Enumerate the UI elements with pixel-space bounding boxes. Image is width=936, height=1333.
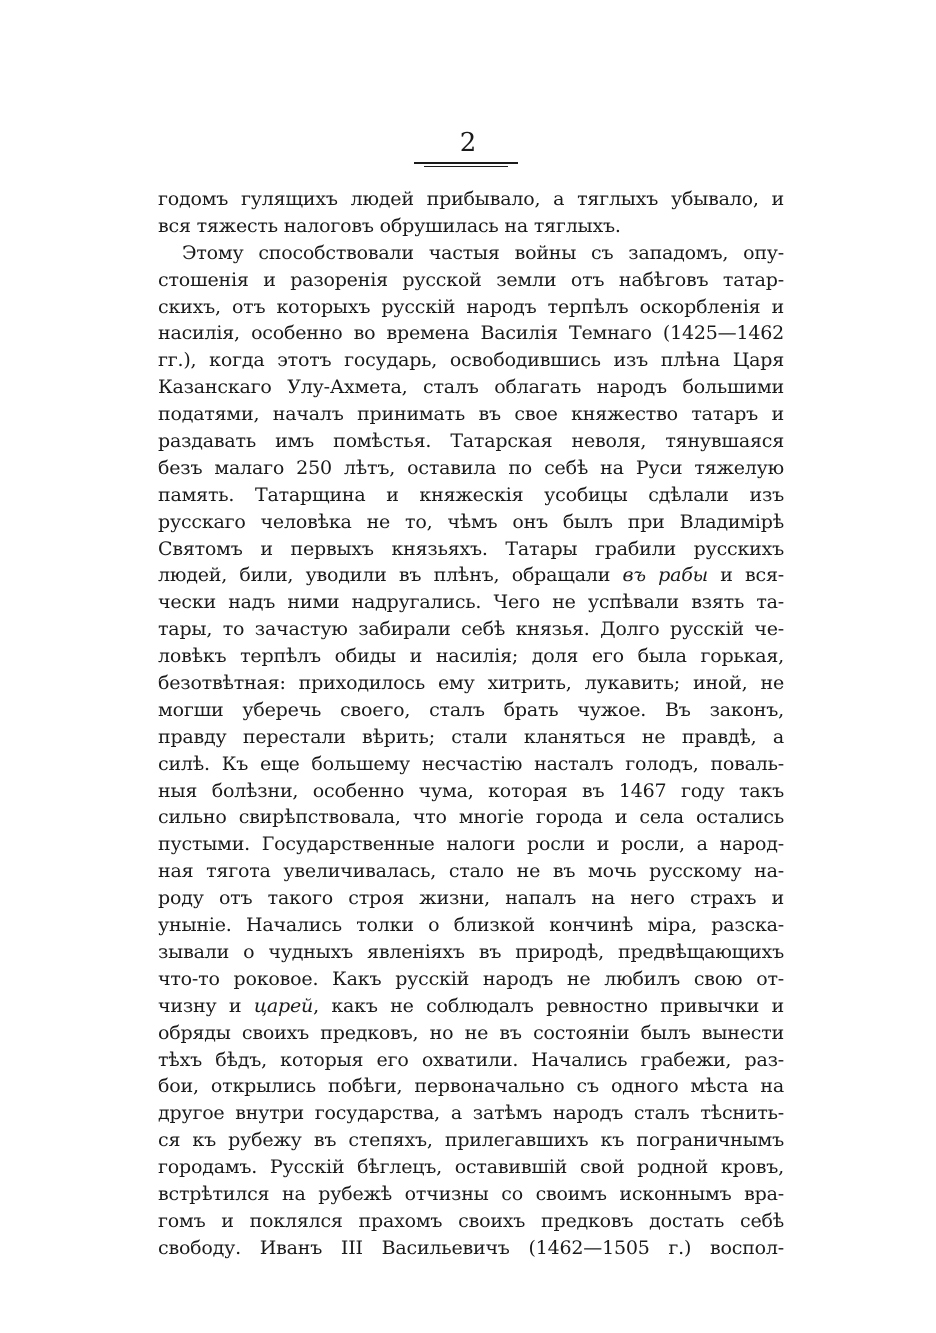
text-line	[158, 643, 784, 670]
text-run: бои, открылись побѣги, первоначально съ одного мѣста на	[158, 1075, 784, 1098]
text-line	[158, 697, 784, 724]
text-run: Казанскаго Улу-Ахмета, сталъ облагать народъ большими	[158, 376, 784, 399]
text-run: насилія, особенно во времена Василія Темнаго (1425—1462	[158, 322, 784, 345]
body-text	[158, 186, 784, 1262]
text-line	[158, 724, 784, 751]
text-run: встрѣтился на рубежѣ отчизны со своимъ исконнымъ вра-	[158, 1182, 784, 1205]
text-run: безотвѣтная: приходилось ему хитрить, лукавить; иной, не	[158, 672, 784, 695]
text-run: городамъ. Русскій бѣглецъ, оставившій свой родной кровъ,	[158, 1156, 784, 1179]
text-run: ловѣкъ терпѣлъ обиды и насилія; доля его была горькая,	[158, 645, 784, 668]
text-run: тары, то зачастую забирали себѣ князья. Долго русскій че-	[158, 618, 784, 641]
text-run: людей, били, уводили въ плѣнъ, обращали	[158, 564, 623, 587]
text-line	[158, 401, 784, 428]
text-run: вся тяжесть налоговъ обрушилась на тяглыхъ.	[158, 214, 621, 237]
text-run: скихъ, отъ которыхъ русскій народъ терпѣлъ оскорбленія и	[158, 295, 784, 318]
text-run: годомъ гулящихъ людей прибывало, а тяглыхъ убывало, и	[158, 188, 784, 210]
text-run: что-то роковое. Какъ русскій народъ не любилъ свою от-	[158, 967, 784, 990]
text-line	[158, 1100, 784, 1127]
text-line	[158, 1047, 784, 1074]
text-run: , какъ не соблюдалъ ревностно привычки и	[313, 994, 784, 1017]
text-line	[158, 186, 784, 213]
italic-text: въ рабы	[622, 564, 708, 587]
text-run: память. Татарщина и княжескія усобицы сдѣлали изъ	[158, 483, 784, 506]
text-line	[158, 616, 784, 643]
header-rule	[414, 162, 518, 164]
text-line	[158, 482, 784, 509]
text-line	[158, 751, 784, 778]
text-run: правду перестали вѣрить; стали кланяться не правдѣ, а	[158, 725, 784, 748]
text-line	[158, 966, 784, 993]
text-line	[158, 858, 784, 885]
text-line	[158, 267, 784, 294]
text-run: чески надъ ними надругались. Чего не успѣвали взять та-	[158, 591, 784, 614]
text-run: и вся-	[707, 564, 784, 587]
text-line	[158, 455, 784, 482]
text-run: гг.), когда этотъ государь, освободившись изъ плѣна Царя	[158, 349, 784, 372]
text-run: раздавать имъ помѣстья. Татарская неволя, тянувшаяся	[158, 430, 784, 453]
text-line	[158, 240, 784, 267]
text-run: ная тягота увеличивалась, стало не въ мочь русскому на-	[158, 860, 784, 883]
text-line	[158, 912, 784, 939]
text-line	[158, 1020, 784, 1047]
text-run: ныя болѣзни, особенно чума, которая въ 1467 году такъ	[158, 779, 784, 802]
text-line	[158, 509, 784, 536]
text-run: ся къ рубежу въ степяхъ, прилегавшихъ къ пограничнымъ	[158, 1129, 784, 1152]
text-run: гомъ и поклялся прахомъ своихъ предковъ достать себѣ	[158, 1209, 784, 1232]
text-line	[158, 804, 784, 831]
text-run: роду отъ такого строя жизни, напалъ на него страхъ и	[158, 887, 784, 910]
text-run: Святомъ и первыхъ князьяхъ. Татары грабили русскихъ	[158, 537, 784, 560]
text-line	[158, 294, 784, 321]
header-rule-thin	[424, 166, 508, 167]
text-line	[158, 320, 784, 347]
text-run: тѣхъ бѣдъ, которыя его охватили. Начались грабежи, раз-	[158, 1048, 784, 1071]
text-line	[158, 1073, 784, 1100]
text-line	[158, 1235, 784, 1262]
text-run: могши уберечь своего, сталъ брать чужое. Въ законъ,	[158, 698, 784, 721]
text-line	[158, 778, 784, 805]
italic-text: царей	[253, 994, 314, 1017]
text-line	[158, 428, 784, 455]
page-number: 2	[459, 128, 477, 158]
text-run: податями, началъ принимать въ свое княжество татаръ и	[158, 403, 784, 426]
text-run: обряды своихъ предковъ, но не въ состояніи былъ вынести	[158, 1021, 784, 1044]
text-line	[158, 831, 784, 858]
text-run: уныніе. Начались толки о близкой кончинѣ міра, разска-	[158, 914, 784, 937]
text-line	[158, 670, 784, 697]
text-run: безъ малаго 250 лѣтъ, оставила по себѣ на Руси тяжелую	[158, 456, 784, 479]
text-line	[158, 347, 784, 374]
text-line	[158, 536, 784, 563]
text-line	[158, 589, 784, 616]
text-run: зывали о чудныхъ явленіяхъ въ природѣ, предвѣщающихъ	[158, 940, 784, 963]
text-line	[158, 1208, 784, 1235]
text-run: свободу. Иванъ III Васильевичъ (1462—1505 г.) воспол-	[158, 1236, 784, 1259]
text-run: сильно свирѣпствовала, что многіе города и села остались	[158, 806, 784, 829]
text-line	[158, 1181, 784, 1208]
text-line	[158, 562, 784, 589]
text-line	[158, 1127, 784, 1154]
text-line	[158, 1154, 784, 1181]
text-line	[158, 993, 784, 1020]
text-run: пустыми. Государственные налоги росли и росли, а народ-	[158, 833, 784, 856]
text-line	[158, 939, 784, 966]
text-run: силѣ. Къ еще большему несчастію насталъ голодъ, поваль-	[158, 752, 784, 775]
text-run: русскаго человѣка не то, чѣмъ онъ былъ при Владимірѣ	[158, 510, 784, 533]
text-line	[158, 885, 784, 912]
text-run: Этому способствовали частыя войны съ западомъ, опу-	[182, 241, 784, 264]
text-run: стошенія и разоренія русской земли отъ набѣговъ татар-	[158, 268, 784, 291]
text-line	[158, 213, 784, 240]
text-run: другое внутри государства, а затѣмъ народъ сталъ тѣснить-	[158, 1102, 784, 1125]
text-line	[158, 374, 784, 401]
text-run: чизну и	[158, 994, 254, 1017]
